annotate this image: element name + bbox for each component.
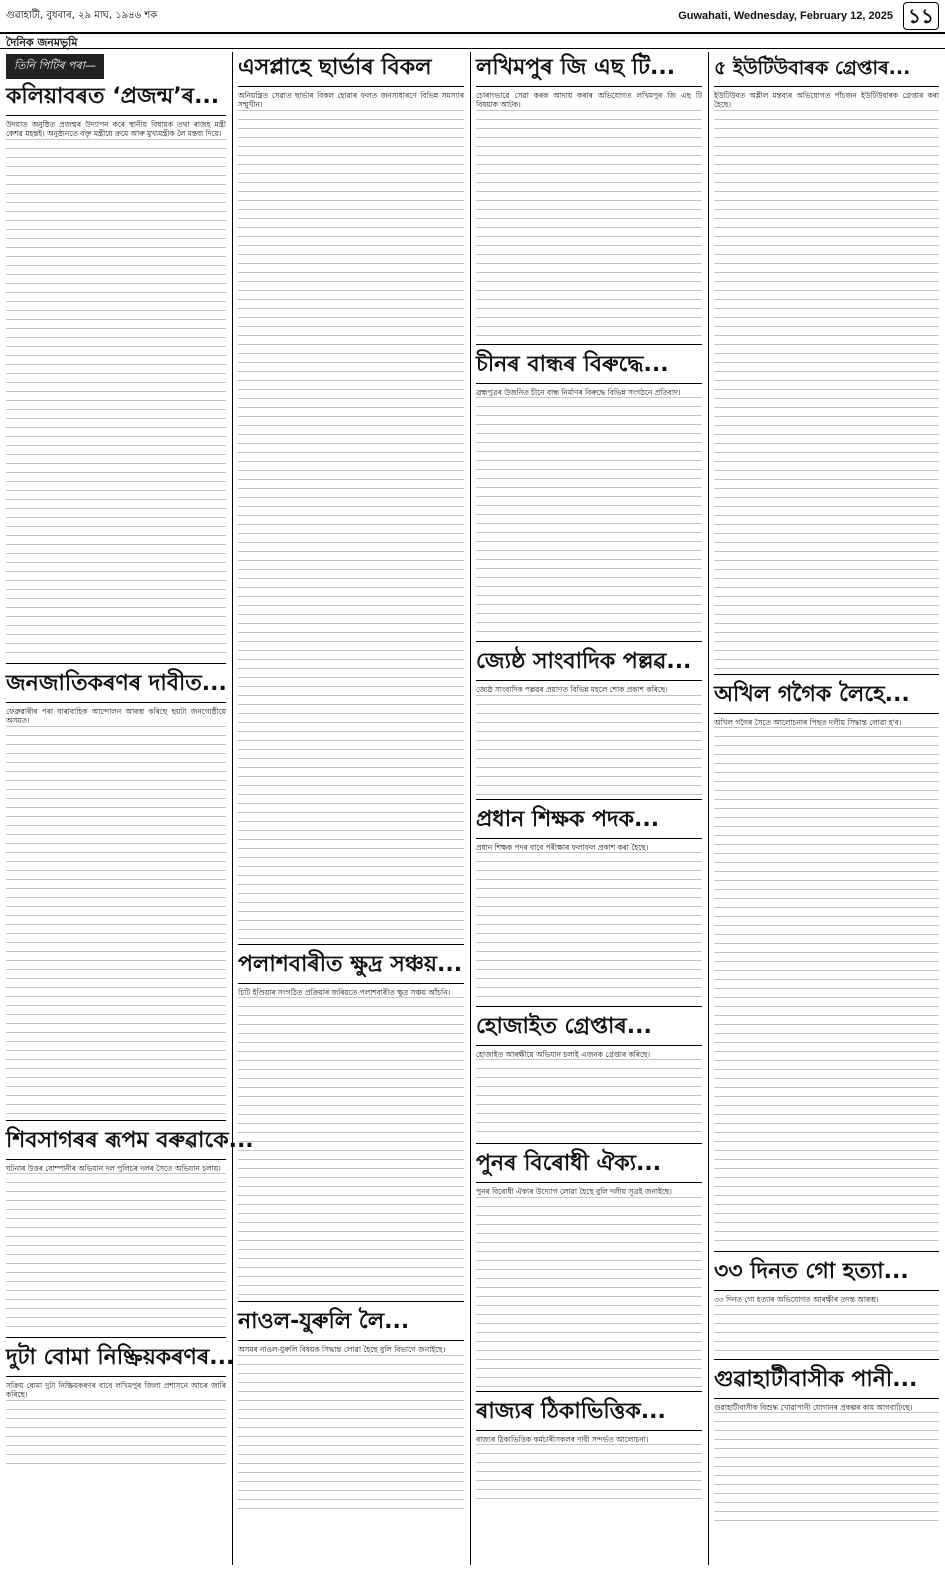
story-headline: লখিমপুৰ জি এছ টি... bbox=[476, 54, 702, 87]
story-server bbox=[238, 54, 464, 945]
story-body: ফেব্ৰুৱাৰীৰ পৰা ধাৰাবাহিক আন্দোলন আৰম্ভ কৰিছে ছয়টা জনগোষ্ঠীয়ে অসমত। bbox=[6, 706, 226, 726]
story-body-lines bbox=[476, 1059, 702, 1139]
masthead-rule bbox=[0, 48, 945, 49]
story-body: সক্ৰিয় বোমা দুটা নিষ্ক্ৰিয়কৰণৰ বাবে লখিমপুৰ জিলা প্ৰশাসনে আচৰ জাৰি কৰিছে। bbox=[6, 1381, 226, 1400]
story-journalist bbox=[476, 648, 702, 799]
story-cow bbox=[714, 1258, 939, 1359]
story-headline: পুনৰ বিৰোধী ঐক্য... bbox=[476, 1150, 702, 1183]
story-body-lines bbox=[476, 695, 702, 795]
story-body: ৩৩ দিনত গো হত্যাৰ অভিযোগত আৰক্ষীৰ তদন্ত আৰম্ভ। bbox=[714, 1295, 879, 1305]
story-headline: শিবসাগৰৰ ৰূপম বৰুৱাকে... bbox=[6, 1127, 226, 1160]
story-body-lines bbox=[476, 397, 702, 637]
story-body-lines bbox=[238, 1355, 464, 1515]
story-body: জ্যেষ্ঠ সাংবাদিক পল্লৱৰ প্ৰয়াণত বিভিন্ন মহলে শোক প্ৰকাশ কৰিছে। bbox=[476, 685, 668, 695]
story-body-lines bbox=[714, 110, 939, 670]
story-body-lines bbox=[476, 1197, 702, 1387]
story-naol bbox=[238, 1308, 464, 1518]
story-body: চোৰাংভাৱে সেৱা কৰক আদায় কৰাৰ অভিযোগত লখিমপুৰ জি এছ টি বিষয়াক আটক। bbox=[476, 91, 702, 110]
story-body: অনিয়ন্ত্ৰিত সেৱাত ছাৰ্ভাৰ বিকল হোৱাৰ ফলত জনসাধাৰণে বিভিন্ন সমস্যাৰ সন্মুখীন। bbox=[238, 91, 464, 110]
story-body-lines bbox=[476, 110, 702, 340]
story-body: অসমৰ নাওল-যুৰুলি বিষয়ক সিদ্ধান্ত লোৱা হৈছে বুলি বিভাগে জনাইছে। bbox=[238, 1345, 446, 1355]
story-body-lines bbox=[714, 1412, 939, 1522]
story-headline: ৫ ইউটিউবাৰক গ্ৰেপ্তাৰ... bbox=[714, 54, 939, 87]
story-headline: এসপ্লাহে ছাৰ্ভাৰ বিকল bbox=[238, 54, 464, 87]
story-youtubers bbox=[714, 54, 939, 675]
column-1 bbox=[6, 54, 254, 1562]
story-opposition bbox=[476, 1150, 702, 1391]
story-headline: ৰাজ্যৰ ঠিকাভিত্তিক... bbox=[476, 1398, 702, 1431]
story-contract bbox=[476, 1398, 702, 1508]
column-3 bbox=[476, 54, 702, 1562]
date-right: Guwahati, Wednesday, February 12, 2025 bbox=[678, 10, 893, 22]
story-body: চিটি ইণ্ডিয়াৰ সংগঠিত প্ৰক্ৰিয়াৰ জৰিয়তে পলাশবাৰীত ক্ষুদ্ৰ সঞ্চয় আঁচনি। bbox=[238, 987, 451, 997]
story-body: প্ৰধান শিক্ষক পদৰ বাবে পৰীক্ষাৰ ফলাফল প্ৰকাশ কৰা হৈছে। bbox=[476, 842, 649, 852]
story-hojai bbox=[476, 1013, 702, 1144]
story-headline: জনজাতিকৰণৰ দাবীত... bbox=[6, 670, 226, 703]
story-body-lines bbox=[238, 110, 464, 940]
story-headline: ৩৩ দিনত গো হত্যা... bbox=[714, 1258, 939, 1291]
story-body: গুৱাহাটীবাসীক বিশুদ্ধ খোৱাপানী যোগানৰ প্ৰকল্পৰ কাম আগবাঢ়িছে। bbox=[714, 1402, 913, 1412]
page-number: ১১ bbox=[903, 2, 939, 30]
masthead: দৈনিক জনমভূমি bbox=[6, 36, 78, 49]
story-body: পুনৰ বিৰোধী ঐক্যৰ উদ্যোগ লোৱা হৈছে বুলি দলীয় সূত্ৰই জনাইছে। bbox=[476, 1187, 672, 1197]
story-body-lines bbox=[476, 852, 702, 1002]
column-divider bbox=[232, 52, 233, 1565]
story-body-lines bbox=[6, 1400, 226, 1470]
date-left: গুৱাহাটী, বুধবাৰ, ২৯ মাঘ, ১৯৪৬ শক bbox=[6, 10, 158, 21]
story-body-lines bbox=[714, 1305, 939, 1355]
story-headmaster bbox=[476, 806, 702, 1007]
column-divider bbox=[470, 52, 471, 1565]
story-body-lines bbox=[6, 139, 226, 659]
story-body-lines bbox=[476, 1444, 702, 1504]
story-headline: গুৱাহাটীবাসীক পানী... bbox=[714, 1366, 939, 1399]
column-4 bbox=[714, 54, 939, 1562]
story-janajati bbox=[6, 670, 226, 1121]
story-body: ৰাজ্যৰ ঠিকাভিত্তিক কৰ্মচাৰীসকলৰ দাবী সন্দৰ্ভত আলোচনা। bbox=[476, 1434, 649, 1444]
story-body: ঘটনাৰ উত্তৰ বোম্পানীৰ অভিযান দল পুলিচৰ দলৰ সৈতে অভিযান চলায়। bbox=[6, 1163, 221, 1173]
story-headline: প্ৰধান শিক্ষক পদক... bbox=[476, 806, 702, 839]
section-tag: তিনি পিটিৰ পৰা— bbox=[6, 54, 104, 79]
story-headline: নাওল-যুৰুলি লৈ... bbox=[238, 1308, 464, 1341]
story-water bbox=[714, 1366, 939, 1526]
story-body-lines bbox=[714, 727, 939, 1247]
story-headline: কলিয়াবৰত ‘প্ৰজন্ম’ৰ... bbox=[6, 83, 226, 116]
story-headline: জ্যেষ্ঠ সাংবাদিক পল্লৱ... bbox=[476, 648, 702, 681]
story-sivasagar bbox=[6, 1127, 254, 1338]
story-body: হোজাইত আৰক্ষীয়ে অভিযান চলাই এজনক গ্ৰেপ্তাৰ কৰিছে। bbox=[476, 1050, 651, 1060]
story-lakhimpur-gst bbox=[476, 54, 702, 345]
story-headline: অখিল গগৈক লৈহে... bbox=[714, 681, 939, 714]
column-divider bbox=[708, 52, 709, 1565]
story-akhil bbox=[714, 681, 939, 1252]
story-headline: পলাশবাৰীত ক্ষুদ্ৰ সঞ্চয়... bbox=[238, 951, 464, 984]
story-body: ইউটিউবত অশ্লীল মন্তব্যৰ অভিযোগত পাঁচজন ইউটিউবাৰক গ্ৰেপ্তাৰ কৰা হৈছে। bbox=[714, 91, 939, 110]
story-body-lines bbox=[6, 726, 226, 1116]
story-bomb bbox=[6, 1344, 235, 1474]
story-headline: দুটা বোমা নিষ্ক্ৰিয়কৰণৰ... bbox=[6, 1344, 226, 1377]
story-china-dam bbox=[476, 351, 702, 642]
story-palasbari bbox=[238, 951, 464, 1302]
story-headline: হোজাইত গ্ৰেপ্তাৰ... bbox=[476, 1013, 702, 1046]
column-2 bbox=[238, 54, 464, 1562]
top-bar bbox=[0, 0, 945, 34]
story-kaliabor bbox=[6, 83, 226, 664]
story-body-lines bbox=[238, 997, 464, 1297]
story-body: উদয়াত অনুষ্ঠিত প্ৰজন্মৰ উদ্যাপন কৰে স্থানীয় বিধায়ক তথা ৰাজহ মন্ত্ৰী কেশৱ মহন্তই। অনুষ্ঠানতে বক্তৃ মন্ত্ৰীয়ে ক্ৰমে আৰু মুখ্যমন্ত্ৰীক লৈ মন্তব্য দিয়ে। bbox=[6, 120, 226, 139]
story-body-lines bbox=[6, 1173, 226, 1333]
story-body: ব্ৰহ্মপুত্ৰৰ উজনিত চীনে বান্ধ নিৰ্মাণৰ বিৰুদ্ধে বিভিন্ন সংগঠনে প্ৰতিবাদ। bbox=[476, 387, 681, 397]
story-headline: চীনৰ বান্ধৰ বিৰুদ্ধে... bbox=[476, 351, 702, 384]
story-body: অখিল গগৈৰ সৈতে আলোচনাৰ পিছত দলীয় সিদ্ধান্ত লোৱা হ'ব। bbox=[714, 717, 902, 727]
